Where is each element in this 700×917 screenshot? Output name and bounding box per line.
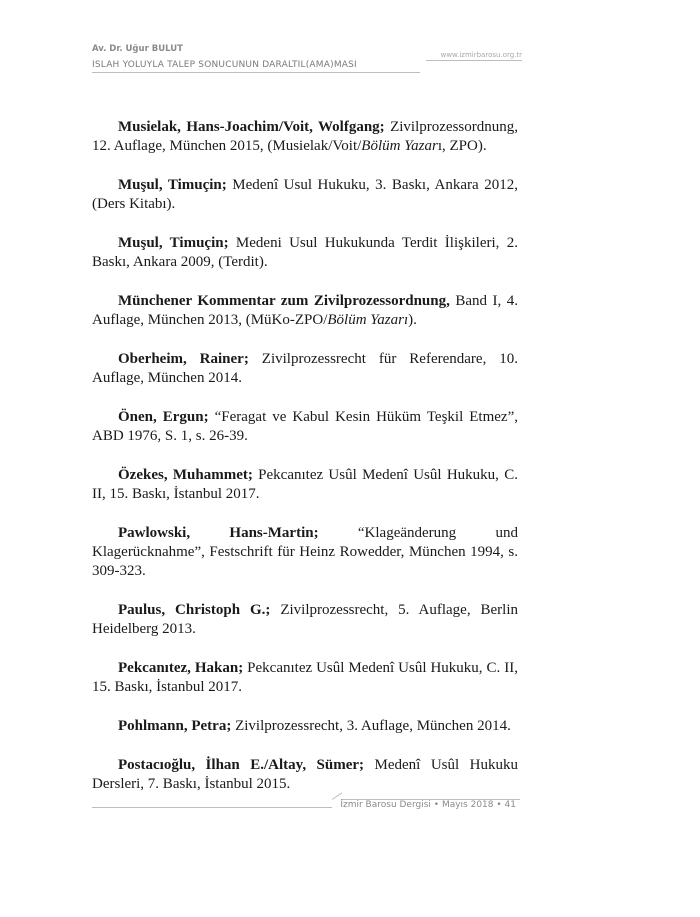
entry-text: “Klageänderung und Klagerücknahme”, Festschrift für Heinz Rowedder, München 1994, s. 309-323. xyxy=(92,525,518,579)
entry-text: Medenî Usul Hukuku, 3. Baskı, Ankara 2012, (Ders Kitabı). xyxy=(92,177,518,212)
header-rule xyxy=(92,72,420,73)
entry-text: Medeni Usul Hukukunda Terdit İlişkileri, 2. Baskı, Ankara 2009, (Terdit). xyxy=(92,235,518,270)
website-url: www.izmirbarosu.org.tr xyxy=(440,51,522,59)
entry-text: Zivilprozessrecht, 5. Auflage, Berlin Heidelberg 2013. xyxy=(92,602,518,637)
entry-tail: ). xyxy=(408,312,417,328)
entry-author: Muşul, Timuçin; xyxy=(118,235,229,251)
bibliography-entry xyxy=(92,176,518,214)
entry-author: Muşul, Timuçin; xyxy=(118,177,227,193)
entry-text: Zivilprozessordnung, 12. Auflage, München 2015, (Musielak/Voit/ xyxy=(92,119,518,154)
entry-text: Band I, 4. Auflage, München 2013, (MüKo-ZPO/ xyxy=(92,293,518,328)
bibliography-entry xyxy=(92,659,518,697)
bibliography-entry xyxy=(92,466,518,504)
bibliography-entry xyxy=(92,350,518,388)
entry-author: Önen, Ergun; xyxy=(118,409,209,425)
page-header xyxy=(92,44,522,84)
header-rule-right xyxy=(426,60,522,61)
entry-tail: ı, ZPO). xyxy=(437,138,487,154)
bibliography-entry xyxy=(92,717,518,736)
article-title: ISLAH YOLUYLA TALEP SONUCUNUN DARALTIL(AMA)MASI xyxy=(92,60,357,70)
entry-author: Pohlmann, Petra; xyxy=(118,718,232,734)
entry-author: Münchener Kommentar zum Zivilprozessordnung, xyxy=(118,293,450,309)
journal-issue-page: İzmir Barosu Dergisi • Mayıs 2018 • 41 xyxy=(340,800,516,810)
bibliography-entry xyxy=(92,524,518,581)
bibliography-entry xyxy=(92,292,518,330)
bibliography-list xyxy=(92,118,518,814)
entry-author: Pawlowski, Hans-Martin; xyxy=(118,525,319,541)
entry-author: Oberheim, Rainer; xyxy=(118,351,249,367)
entry-text: Medenî Usûl Hukuku Dersleri, 7. Baskı, İstanbul 2015. xyxy=(92,757,518,792)
entry-text: Zivilprozessrecht, 3. Auflage, München 2014. xyxy=(231,718,511,734)
entry-author: Özekes, Muhammet; xyxy=(118,467,253,483)
entry-author: Musielak, Hans-Joachim/Voit, Wolfgang; xyxy=(118,119,385,135)
bibliography-entry xyxy=(92,234,518,272)
entry-italic: Bölüm Yazar xyxy=(361,138,438,154)
entry-italic: Bölüm Yazarı xyxy=(327,312,409,328)
page-footer xyxy=(92,798,520,820)
bibliography-entry xyxy=(92,756,518,794)
bibliography-entry xyxy=(92,601,518,639)
entry-text: Pekcanıtez Usûl Medenî Usûl Hukuku, C. II, 15. Baskı, İstanbul 2017. xyxy=(92,467,518,502)
author-name: Av. Dr. Uğur BULUT xyxy=(92,44,183,54)
bibliography-entry xyxy=(92,118,518,156)
footer-rule-left xyxy=(92,807,332,808)
bibliography-entry xyxy=(92,408,518,446)
entry-author: Postacıoğlu, İlhan E./Altay, Sümer; xyxy=(118,757,365,773)
entry-text: Zivilprozessrecht für Referendare, 10. Auflage, München 2014. xyxy=(92,351,519,386)
entry-author: Pekcanıtez, Hakan; xyxy=(118,660,244,676)
entry-author: Paulus, Christoph G.; xyxy=(118,602,271,618)
entry-text: “Feragat ve Kabul Kesin Hüküm Teşkil Etmez”, ABD 1976, S. 1, s. 26-39. xyxy=(92,409,518,444)
entry-text: Pekcanıtez Usûl Medenî Usûl Hukuku, C. II, 15. Baskı, İstanbul 2017. xyxy=(92,660,518,695)
